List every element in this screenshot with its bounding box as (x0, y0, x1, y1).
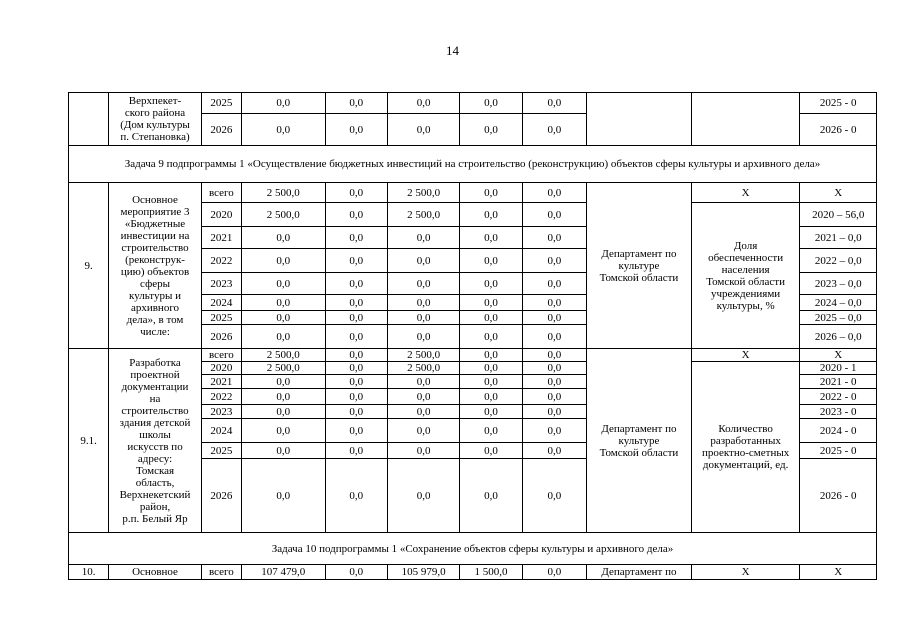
target-cell: Х (800, 565, 877, 580)
value-cell: 2 500,0 (387, 183, 459, 203)
year-cell: 2022 (201, 249, 241, 273)
year-cell: 2024 (201, 419, 241, 443)
indicator-header-cell: Х (691, 349, 800, 362)
value-cell: 0,0 (522, 325, 586, 349)
value-cell: 2 500,0 (242, 203, 326, 227)
table-row (69, 183, 877, 203)
target-cell: 2023 – 0,0 (800, 273, 877, 295)
value-cell: 0,0 (387, 273, 459, 295)
year-cell: 2023 (201, 273, 241, 295)
value-cell: 0,0 (522, 311, 586, 325)
value-cell: 0,0 (522, 389, 586, 405)
value-cell: 0,0 (387, 295, 459, 311)
value-cell: 0,0 (522, 565, 586, 580)
target-cell: Х (800, 183, 877, 203)
value-cell: 0,0 (460, 349, 522, 362)
value-cell: 0,0 (460, 311, 522, 325)
value-cell: 0,0 (325, 311, 387, 325)
value-cell: 0,0 (460, 183, 522, 203)
value-cell: 0,0 (460, 295, 522, 311)
indicator-cell: Количество разработанных проектно-сметных документаций, ед. (691, 362, 800, 533)
target-cell: 2025 - 0 (800, 443, 877, 459)
value-cell: 0,0 (325, 203, 387, 227)
department-cell (587, 93, 692, 146)
value-cell: 2 500,0 (242, 183, 326, 203)
value-cell: 0,0 (387, 114, 459, 146)
value-cell: 0,0 (325, 93, 387, 114)
value-cell: 0,0 (460, 249, 522, 273)
value-cell: 0,0 (460, 419, 522, 443)
value-cell: 0,0 (325, 114, 387, 146)
value-cell: 0,0 (242, 375, 326, 389)
value-cell: 0,0 (242, 295, 326, 311)
target-cell: 2020 - 1 (800, 362, 877, 375)
year-cell: 2023 (201, 405, 241, 419)
value-cell: 0,0 (325, 419, 387, 443)
year-cell: всего (201, 565, 241, 580)
value-cell: 0,0 (242, 114, 326, 146)
value-cell: 0,0 (522, 227, 586, 249)
value-cell: 0,0 (325, 295, 387, 311)
value-cell: 0,0 (242, 459, 326, 533)
year-cell: 2025 (201, 93, 241, 114)
table-row (69, 93, 877, 114)
target-cell: 2026 - 0 (800, 114, 877, 146)
page-number: 14 (446, 43, 459, 58)
value-cell: 0,0 (387, 419, 459, 443)
value-cell: 0,0 (242, 311, 326, 325)
indicator-header-cell: Х (691, 183, 800, 203)
value-cell: 0,0 (460, 114, 522, 146)
value-cell: 0,0 (522, 295, 586, 311)
target-cell: 2026 - 0 (800, 459, 877, 533)
value-cell: 0,0 (242, 443, 326, 459)
value-cell: 0,0 (325, 349, 387, 362)
value-cell: 0,0 (242, 227, 326, 249)
value-cell: 0,0 (522, 203, 586, 227)
value-cell: 0,0 (522, 273, 586, 295)
value-cell: 0,0 (522, 362, 586, 375)
value-cell: 0,0 (460, 459, 522, 533)
target-cell: 2023 - 0 (800, 405, 877, 419)
value-cell: 0,0 (522, 114, 586, 146)
value-cell: 0,0 (460, 405, 522, 419)
value-cell: 0,0 (387, 459, 459, 533)
value-cell: 0,0 (325, 565, 387, 580)
year-cell: всего (201, 349, 241, 362)
value-cell: 0,0 (387, 249, 459, 273)
task-row (69, 533, 877, 565)
value-cell: 0,0 (387, 405, 459, 419)
value-cell: 0,0 (522, 459, 586, 533)
table-row (69, 349, 877, 362)
value-cell: 0,0 (242, 389, 326, 405)
value-cell: 0,0 (460, 325, 522, 349)
value-cell: 0,0 (325, 375, 387, 389)
row-number-cell: 9.1. (69, 349, 109, 533)
value-cell: 0,0 (522, 183, 586, 203)
indicator-cell (691, 93, 800, 146)
year-cell: 2024 (201, 295, 241, 311)
year-cell: 2026 (201, 325, 241, 349)
row-number-cell: 9. (69, 183, 109, 349)
value-cell: 0,0 (387, 93, 459, 114)
year-cell: 2021 (201, 227, 241, 249)
value-cell: 0,0 (460, 273, 522, 295)
activity-name-cell: Основное (109, 565, 202, 580)
value-cell: 0,0 (242, 249, 326, 273)
value-cell: 0,0 (242, 93, 326, 114)
activity-name-cell: Верхпекет- ского района (Дом культуры п. Степановка) (109, 93, 202, 146)
task-row (69, 146, 877, 183)
value-cell: 2 500,0 (242, 349, 326, 362)
target-cell: 2022 – 0,0 (800, 249, 877, 273)
value-cell: 0,0 (387, 311, 459, 325)
value-cell: 2 500,0 (387, 203, 459, 227)
year-cell: 2022 (201, 389, 241, 405)
value-cell: 0,0 (325, 183, 387, 203)
target-cell: 2021 - 0 (800, 375, 877, 389)
value-cell: 0,0 (325, 273, 387, 295)
department-cell: Департамент по культуре Томской области (587, 349, 692, 533)
value-cell: 0,0 (522, 93, 586, 114)
department-cell: Департамент по культуре Томской области (587, 183, 692, 349)
table-row (69, 565, 877, 580)
value-cell: 0,0 (460, 389, 522, 405)
row-number-cell (69, 93, 109, 146)
value-cell: 2 500,0 (387, 349, 459, 362)
target-cell: 2026 – 0,0 (800, 325, 877, 349)
value-cell: 0,0 (522, 349, 586, 362)
value-cell: 0,0 (387, 227, 459, 249)
year-cell: 2025 (201, 443, 241, 459)
value-cell: 0,0 (325, 249, 387, 273)
value-cell: 107 479,0 (242, 565, 326, 580)
value-cell: 0,0 (522, 443, 586, 459)
target-cell: 2022 - 0 (800, 389, 877, 405)
target-cell: 2024 - 0 (800, 419, 877, 443)
year-cell: 2020 (201, 362, 241, 375)
year-cell: 2020 (201, 203, 241, 227)
value-cell: 0,0 (522, 419, 586, 443)
value-cell: 0,0 (387, 443, 459, 459)
value-cell: 2 500,0 (387, 362, 459, 375)
indicator-cell: Доля обеспеченности населения Томской области учреждениями культуры, % (691, 203, 800, 349)
year-cell: 2021 (201, 375, 241, 389)
year-cell: 2026 (201, 459, 241, 533)
value-cell: 0,0 (522, 405, 586, 419)
value-cell: 105 979,0 (387, 565, 459, 580)
value-cell: 0,0 (460, 362, 522, 375)
value-cell: 0,0 (242, 419, 326, 443)
value-cell: 0,0 (460, 375, 522, 389)
value-cell: 0,0 (460, 443, 522, 459)
department-cell: Департамент по (587, 565, 692, 580)
value-cell: 0,0 (242, 325, 326, 349)
value-cell: 0,0 (387, 325, 459, 349)
target-cell: 2024 – 0,0 (800, 295, 877, 311)
value-cell: 0,0 (325, 362, 387, 375)
value-cell: 0,0 (387, 375, 459, 389)
value-cell: 0,0 (387, 389, 459, 405)
task-9-title: Задача 9 подпрограммы 1 «Осуществление бюджетных инвестиций на строительство (реконструкцию) объектов сферы культуры и архивного дела» (69, 146, 877, 183)
indicator-header-cell: Х (691, 565, 800, 580)
activity-name-cell: Основное мероприятие 3 «Бюджетные инвестиции на строительство (реконструк- цию) объектов сферы культуры и архивного дела», в том числе: (109, 183, 202, 349)
target-cell: Х (800, 349, 877, 362)
value-cell: 0,0 (522, 375, 586, 389)
target-cell: 2025 - 0 (800, 93, 877, 114)
value-cell: 2 500,0 (242, 362, 326, 375)
value-cell: 0,0 (325, 405, 387, 419)
row-number-cell: 10. (69, 565, 109, 580)
activity-name-cell: Разработка проектной документации на строительство здания детской школы искусств по адресу: Томская область, Верхнекетский район, р.п. Белый Яр (109, 349, 202, 533)
value-cell: 0,0 (242, 273, 326, 295)
value-cell: 0,0 (242, 405, 326, 419)
value-cell: 0,0 (325, 443, 387, 459)
value-cell: 0,0 (325, 227, 387, 249)
target-cell: 2025 – 0,0 (800, 311, 877, 325)
value-cell: 0,0 (460, 203, 522, 227)
target-cell: 2021 – 0,0 (800, 227, 877, 249)
target-cell: 2020 – 56,0 (800, 203, 877, 227)
year-cell: 2025 (201, 311, 241, 325)
program-table (68, 92, 877, 580)
value-cell: 1 500,0 (460, 565, 522, 580)
value-cell: 0,0 (522, 249, 586, 273)
year-cell: всего (201, 183, 241, 203)
value-cell: 0,0 (325, 459, 387, 533)
task-10-title: Задача 10 подпрограммы 1 «Сохранение объектов сферы культуры и архивного дела» (69, 533, 877, 565)
value-cell: 0,0 (325, 325, 387, 349)
value-cell: 0,0 (325, 389, 387, 405)
year-cell: 2026 (201, 114, 241, 146)
value-cell: 0,0 (460, 93, 522, 114)
value-cell: 0,0 (460, 227, 522, 249)
